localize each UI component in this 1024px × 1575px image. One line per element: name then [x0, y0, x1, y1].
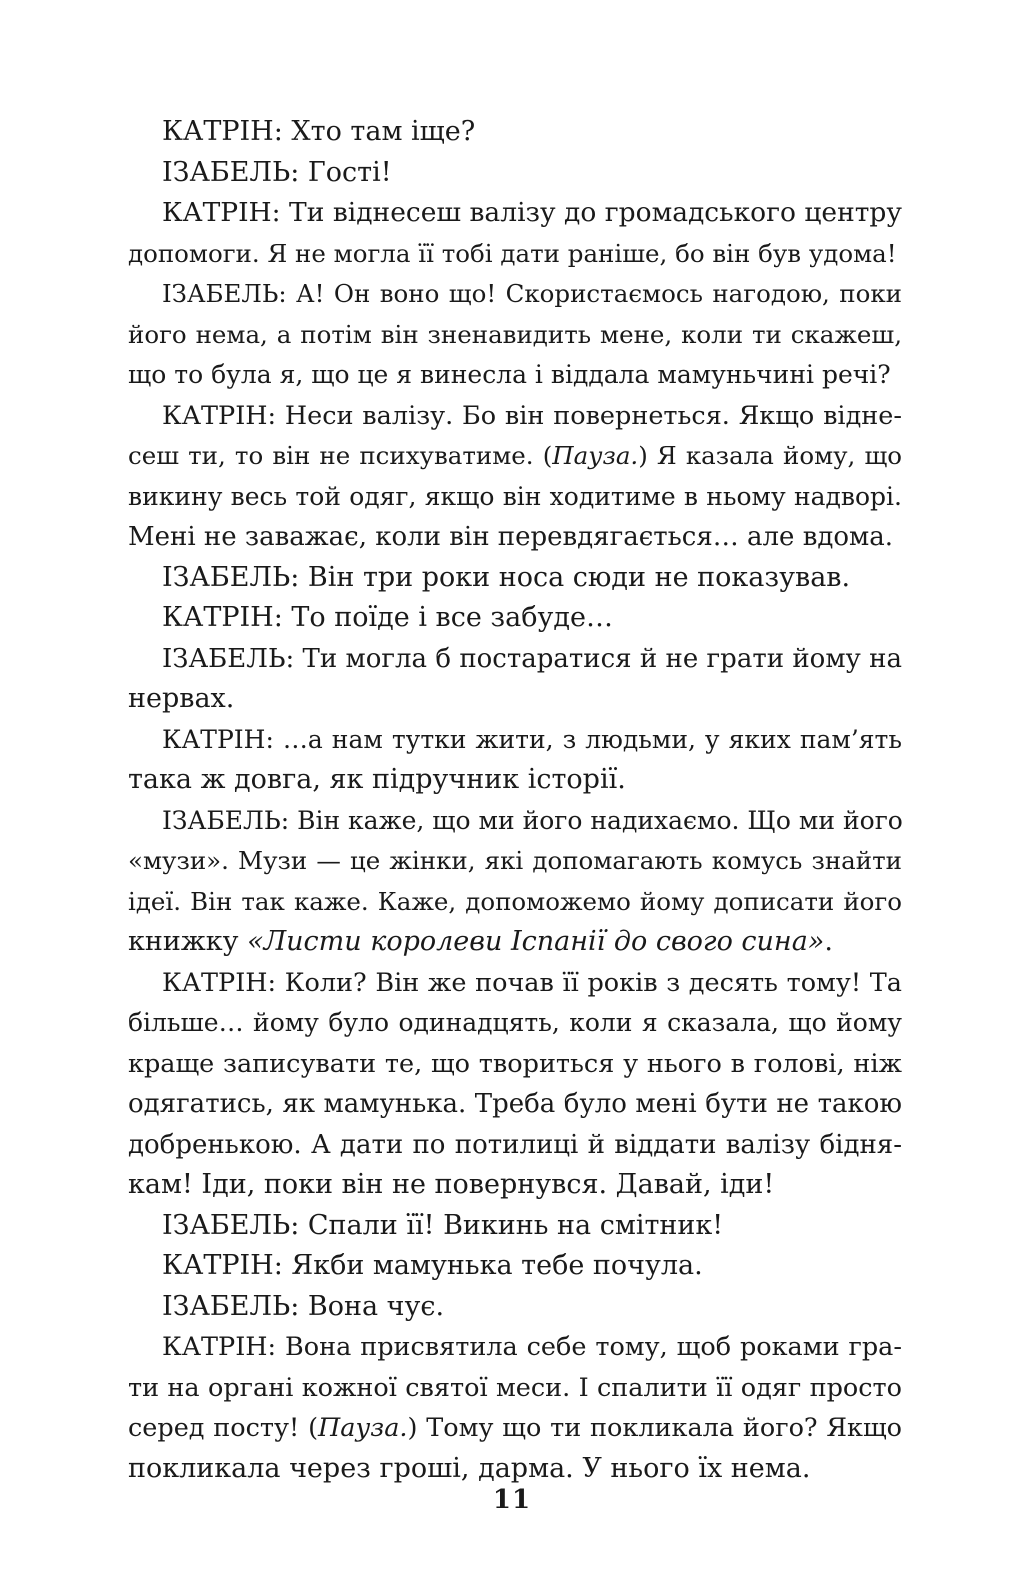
page-body-text [128, 112, 902, 1489]
text-span: КАТРІН: Якби мамунька тебе почула. [162, 1250, 703, 1281]
text-line [128, 477, 902, 518]
text-span: ІЗАБЕЛЬ: Він каже, що ми його надихаємо. Що ми його [162, 805, 903, 835]
text-line [128, 558, 902, 599]
text-span: ІЗАБЕЛЬ: Він три роки носа сюди не показував. [162, 561, 851, 593]
text-span: ) Я казала йому, що [638, 441, 902, 470]
text-span: КАТРІН: Ти віднесеш валізу до громадського центру [162, 197, 902, 228]
text-line [128, 436, 902, 477]
text-span: одягатись, як мамунька. Треба було мені бути не такою [128, 1089, 902, 1119]
text-line [128, 1449, 902, 1490]
text-line [128, 1044, 902, 1085]
text-span: «музи». Музи — це жінки, які допомагають комусь знайти [128, 846, 902, 875]
text-line [128, 193, 902, 234]
text-span: викину весь той одяг, якщо він ходитиме в ньому надворі. [128, 481, 902, 511]
text-span: . [824, 926, 833, 957]
text-span: добренькою. А дати по потилиці й віддати валізу бідня- [128, 1129, 902, 1160]
text-span: КАТРІН: Коли? Він же почав її років з десять тому! Та [162, 967, 902, 998]
italic-text-span: Пауза. [318, 1413, 408, 1443]
text-line [128, 112, 902, 153]
italic-text-span: «Листи королеви Іспанії до свого сина» [247, 926, 825, 957]
text-span: допомоги. Я не могла її тобі дати раніше, бо він був удома! [128, 238, 897, 268]
text-span: ідеї. Він так каже. Каже, допоможемо йому дописати його [128, 886, 902, 916]
text-line [128, 1368, 902, 1409]
text-line [128, 598, 902, 639]
text-span: КАТРІН: То поїде і все забуде… [162, 602, 613, 633]
text-span: нервах. [128, 683, 235, 714]
text-line [128, 679, 902, 720]
text-line [128, 1287, 902, 1328]
text-line [128, 760, 902, 801]
text-span: Мені не заважає, коли він перевдягається… але вдома. [128, 522, 893, 552]
text-line [128, 1246, 902, 1287]
text-span: краще записувати те, що твориться у нього в голові, ніж [128, 1048, 902, 1079]
italic-text-span: Пауза. [552, 441, 639, 470]
text-span: КАТРІН: Неси валізу. Бо він повернеться. Якщо відне- [162, 400, 902, 431]
text-span: ІЗАБЕЛЬ: А! Он воно що! Скористаємось нагодою, поки [162, 279, 902, 308]
text-span: серед посту! ( [128, 1413, 319, 1443]
text-span: ІЗАБЕЛЬ: Гості! [162, 156, 392, 188]
text-span: така ж довга, як підручник історії. [128, 764, 626, 795]
text-line [128, 801, 902, 842]
text-span: книжку [128, 926, 248, 957]
text-span: ) Тому що ти покликала його? Якщо [407, 1413, 902, 1443]
text-line [128, 153, 902, 194]
text-line [128, 396, 902, 437]
text-line [128, 1165, 902, 1206]
text-span: його нема, а потім він зненавидить мене, коли ти скажеш, [128, 319, 902, 349]
text-line [128, 639, 902, 680]
text-span: КАТРІН: …а нам тутки жити, з людьми, у яких пам’ять [162, 724, 902, 754]
text-line [128, 355, 902, 396]
text-line [128, 1327, 902, 1368]
text-span: сеш ти, то він не психуватиме. ( [128, 441, 553, 470]
text-span: ІЗАБЕЛЬ: Ти могла б постаратися й не грати йому на [162, 643, 902, 674]
text-line [128, 517, 902, 558]
text-line [128, 315, 902, 356]
text-span: ІЗАБЕЛЬ: Спали її! Викинь на смітник! [162, 1209, 724, 1241]
text-span: КАТРІН: Хто там іще? [162, 116, 476, 147]
text-line [128, 234, 902, 275]
text-span: кам! Іди, поки він не повернувся. Давай, іди! [128, 1169, 775, 1200]
text-line [128, 1084, 902, 1125]
text-span: ІЗАБЕЛЬ: Вона чує. [162, 1290, 445, 1322]
text-line [128, 1003, 902, 1044]
page-number: 11 [492, 1485, 532, 1515]
text-line [128, 1125, 902, 1166]
text-line [128, 274, 902, 315]
text-line [128, 720, 902, 761]
text-span: більше… йому було одинадцять, коли я сказала, що йому [128, 1008, 902, 1037]
text-line [128, 922, 902, 963]
text-span: покликала через гроші, дарма. У нього їх нема. [128, 1452, 811, 1484]
text-line [128, 1408, 902, 1449]
text-line [128, 963, 902, 1004]
text-line [128, 882, 902, 923]
text-span: що то була я, що це я винесла і віддала мамуньчині речі? [128, 360, 891, 389]
text-span: ти на органі кожної святої меси. І спалити її одяг просто [128, 1372, 902, 1403]
text-span: КАТРІН: Вона присвятила себе тому, щоб роками гра- [162, 1332, 902, 1362]
text-line [128, 1206, 902, 1247]
text-line [128, 841, 902, 882]
